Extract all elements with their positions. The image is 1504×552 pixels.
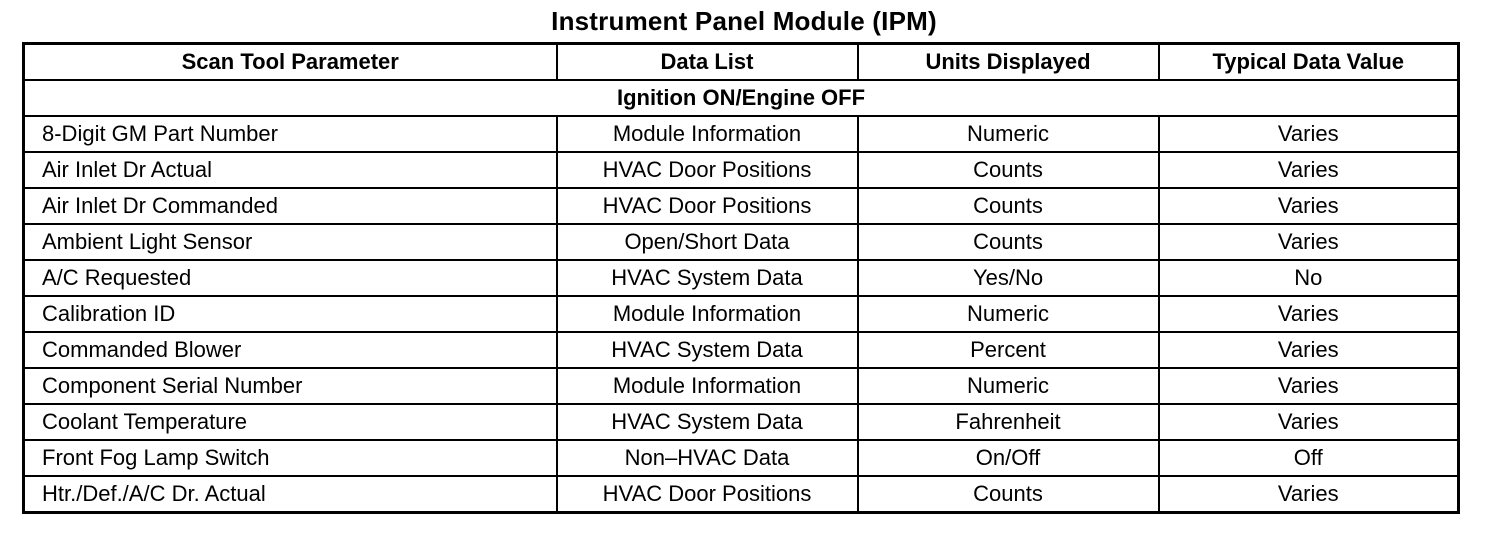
units-cell: Yes/No [858,260,1159,296]
table-row [24,440,1459,476]
table-row [24,152,1459,188]
parameter-cell: Htr./Def./A/C Dr. Actual [24,476,557,513]
units-cell: Numeric [858,116,1159,152]
typical-value-cell: Off [1159,440,1459,476]
table-row [24,224,1459,260]
typical-value-cell: Varies [1159,152,1459,188]
data-list-cell: HVAC System Data [557,404,858,440]
typical-value-cell: Varies [1159,476,1459,513]
parameter-cell: Calibration ID [24,296,557,332]
table-row [24,404,1459,440]
typical-value-cell: Varies [1159,296,1459,332]
parameter-cell: Air Inlet Dr Commanded [24,188,557,224]
table-row [24,116,1459,152]
column-header-typical-data-value: Typical Data Value [1159,44,1459,81]
table-row [24,260,1459,296]
table-row [24,476,1459,513]
units-cell: Counts [858,476,1159,513]
data-list-cell: HVAC Door Positions [557,188,858,224]
parameter-cell: Commanded Blower [24,332,557,368]
table-row [24,332,1459,368]
data-list-cell: Module Information [557,368,858,404]
parameter-cell: 8-Digit GM Part Number [24,116,557,152]
column-header-units-displayed: Units Displayed [858,44,1159,81]
section-label: Ignition ON/Engine OFF [24,80,1459,116]
data-list-cell: Non–HVAC Data [557,440,858,476]
typical-value-cell: Varies [1159,224,1459,260]
data-list-cell: HVAC System Data [557,332,858,368]
data-list-cell: HVAC Door Positions [557,476,858,513]
page-title: Instrument Panel Module (IPM) [551,6,937,36]
units-cell: Numeric [858,296,1159,332]
parameter-cell: Coolant Temperature [24,404,557,440]
units-cell: Fahrenheit [858,404,1159,440]
data-list-cell: Open/Short Data [557,224,858,260]
parameter-cell: Component Serial Number [24,368,557,404]
units-cell: Numeric [858,368,1159,404]
table-row [24,188,1459,224]
column-header-data-list: Data List [557,44,858,81]
typical-value-cell: No [1159,260,1459,296]
section-row [24,80,1459,116]
units-cell: Counts [858,152,1159,188]
ipm-data-table [22,42,1460,514]
typical-value-cell: Varies [1159,368,1459,404]
data-list-cell: HVAC System Data [557,260,858,296]
parameter-cell: Air Inlet Dr Actual [24,152,557,188]
table-row [24,368,1459,404]
typical-value-cell: Varies [1159,404,1459,440]
typical-value-cell: Varies [1159,188,1459,224]
typical-value-cell: Varies [1159,116,1459,152]
parameter-cell: Ambient Light Sensor [24,224,557,260]
units-cell: Percent [858,332,1159,368]
data-list-cell: Module Information [557,116,858,152]
data-list-cell: HVAC Door Positions [557,152,858,188]
table-row [24,296,1459,332]
column-header-scan-tool-parameter: Scan Tool Parameter [24,44,557,81]
units-cell: Counts [858,188,1159,224]
data-list-cell: Module Information [557,296,858,332]
table-header-row [24,44,1459,81]
parameter-cell: A/C Requested [24,260,557,296]
units-cell: On/Off [858,440,1159,476]
typical-value-cell: Varies [1159,332,1459,368]
units-cell: Counts [858,224,1159,260]
parameter-cell: Front Fog Lamp Switch [24,440,557,476]
